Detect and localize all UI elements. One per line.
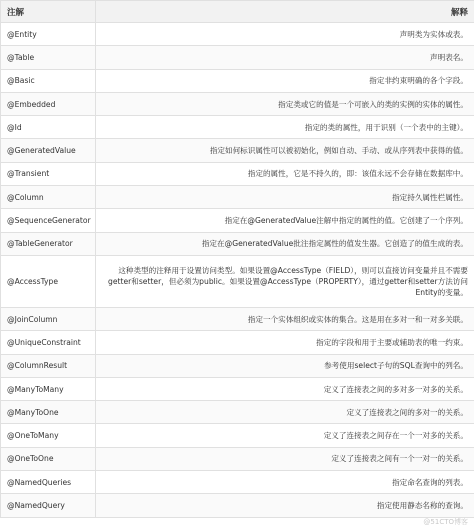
explanation-cell: 指定的字段和用于主要或辅助表的唯一约束。 bbox=[96, 331, 474, 354]
explanation-cell: 指定如何标识属性可以被初始化，例如自动、手动、或从序列表中获得的值。 bbox=[96, 139, 474, 162]
table-row bbox=[1, 23, 474, 46]
annotation-cell: @NamedQuery bbox=[1, 494, 96, 517]
explanation-cell: 定义了连接表之间的多对多一对多的关系。 bbox=[96, 377, 474, 400]
header-annotation: 注解 bbox=[1, 1, 96, 23]
annotation-cell: @Transient bbox=[1, 162, 96, 185]
table-row bbox=[1, 447, 474, 470]
annotation-cell: @Column bbox=[1, 186, 96, 209]
annotation-cell: @NamedQueries bbox=[1, 471, 96, 494]
annotation-cell: @OneToOne bbox=[1, 447, 96, 470]
annotation-cell: @GeneratedValue bbox=[1, 139, 96, 162]
table-row bbox=[1, 92, 474, 115]
explanation-cell: 指定的类的属性，用于识别（一个表中的主键）。 bbox=[96, 116, 474, 139]
explanation-cell: 指定持久属性栏属性。 bbox=[96, 186, 474, 209]
explanation-cell: 指定在@GeneratedValue批注指定属性的值发生器。它创造了的值生成的表。 bbox=[96, 232, 474, 255]
table-row bbox=[1, 471, 474, 494]
annotation-cell: @JoinColumn bbox=[1, 307, 96, 330]
annotation-cell: @ColumnResult bbox=[1, 354, 96, 377]
explanation-cell: 指定类或它的值是一个可嵌入的类的实例的实体的属性。 bbox=[96, 92, 474, 115]
table-row bbox=[1, 116, 474, 139]
explanation-cell: 定义了连接表之间的多对一的关系。 bbox=[96, 401, 474, 424]
annotation-cell: @UniqueConstraint bbox=[1, 331, 96, 354]
table-row bbox=[1, 377, 474, 400]
explanation-cell: 指定命名查询的列表。 bbox=[96, 471, 474, 494]
explanation-cell: 声明表名。 bbox=[96, 46, 474, 69]
table-row bbox=[1, 401, 474, 424]
annotation-cell: @Entity bbox=[1, 23, 96, 46]
annotation-cell: @Embedded bbox=[1, 92, 96, 115]
table-row bbox=[1, 46, 474, 69]
watermark: @51CTO博客 bbox=[423, 518, 468, 526]
explanation-cell: 指定一个实体组织或实体的集合。这是用在多对一和一对多关联。 bbox=[96, 307, 474, 330]
explanation-cell: 指定非约束明确的各个字段。 bbox=[96, 69, 474, 92]
table-row bbox=[1, 186, 474, 209]
table-row bbox=[1, 139, 474, 162]
table-row bbox=[1, 424, 474, 447]
table-row bbox=[1, 331, 474, 354]
explanation-cell: 这种类型的注释用于设置访问类型。如果设置@AccessType（FIELD），则可以直接访问变量并且不需要getter和setter，但必须为public。如果设置@AccessType（PROPERTY），通过getter和setter方法访问Entity的变量。 bbox=[96, 255, 474, 307]
table-row bbox=[1, 255, 474, 307]
table-row bbox=[1, 69, 474, 92]
table-header-row bbox=[1, 1, 474, 23]
annotation-cell: @TableGenerator bbox=[1, 232, 96, 255]
table-row bbox=[1, 354, 474, 377]
table-row bbox=[1, 232, 474, 255]
annotation-cell: @AccessType bbox=[1, 255, 96, 307]
header-explanation: 解释 bbox=[96, 1, 474, 23]
explanation-cell: 声明类为实体或表。 bbox=[96, 23, 474, 46]
table-row bbox=[1, 307, 474, 330]
table-row bbox=[1, 494, 474, 517]
explanation-cell: 指定在@GeneratedValue注解中指定的属性的值。它创建了一个序列。 bbox=[96, 209, 474, 232]
explanation-cell: 定义了连接表之间有一个一对一的关系。 bbox=[96, 447, 474, 470]
table-row bbox=[1, 209, 474, 232]
explanation-cell: 参考使用select子句的SQL查询中的列名。 bbox=[96, 354, 474, 377]
annotation-cell: @ManyToMany bbox=[1, 377, 96, 400]
annotation-cell: @Table bbox=[1, 46, 96, 69]
annotation-cell: @ManyToOne bbox=[1, 401, 96, 424]
annotation-cell: @SequenceGenerator bbox=[1, 209, 96, 232]
explanation-cell: 指定的属性，它是不持久的，即：该值永远不会存储在数据库中。 bbox=[96, 162, 474, 185]
annotation-cell: @OneToMany bbox=[1, 424, 96, 447]
explanation-cell: 指定使用静态名称的查询。 bbox=[96, 494, 474, 517]
explanation-cell: 定义了连接表之间存在一个一对多的关系。 bbox=[96, 424, 474, 447]
annotation-cell: @Basic bbox=[1, 69, 96, 92]
table-row bbox=[1, 162, 474, 185]
annotation-cell: @Id bbox=[1, 116, 96, 139]
